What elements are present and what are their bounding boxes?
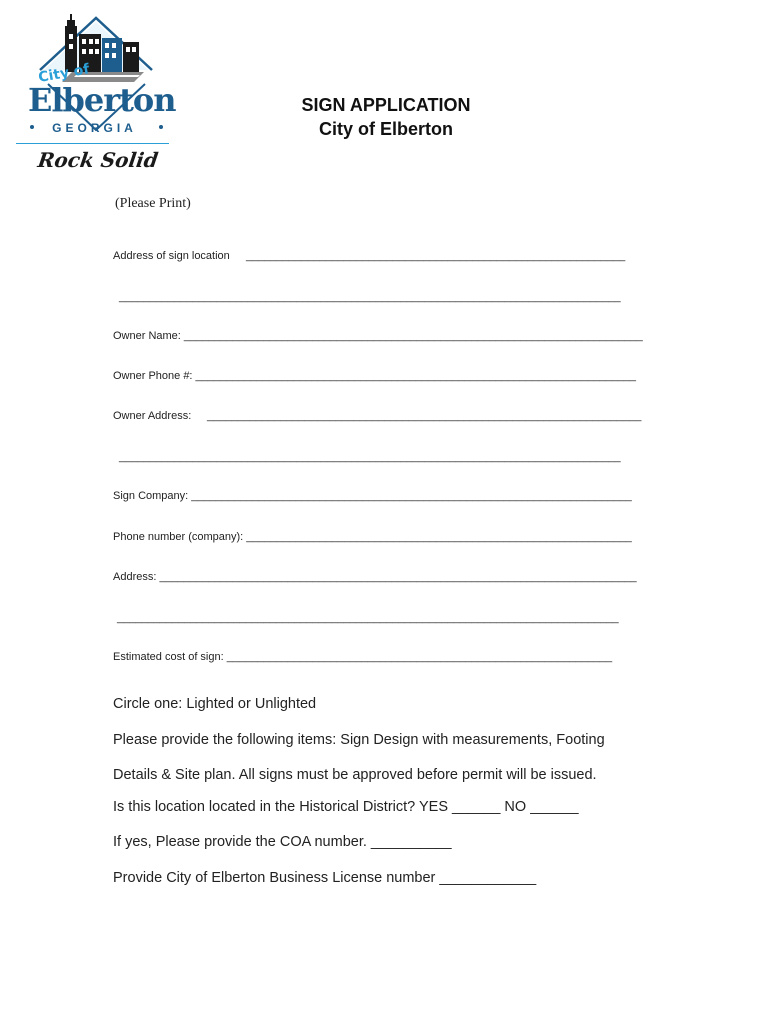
owner-address-field-line2[interactable]: __________________________________________________________________________________ [119, 451, 621, 463]
sign-company-field[interactable]: Sign Company: ________________________________________________________________________ [113, 490, 632, 502]
required-items-text-cont: Details & Site plan. All signs must be approved before permit will be issued. [113, 767, 597, 783]
please-print-note: (Please Print) [115, 196, 191, 211]
sign-location-field[interactable]: ______________________________________________________________ [246, 250, 626, 262]
logo-divider [16, 143, 169, 144]
owner-phone-field[interactable]: Owner Phone #: ________________________________________________________________________ [113, 370, 637, 382]
company-phone-field[interactable]: Phone number (company): _______________________________________________________________ [113, 531, 632, 543]
logo-city-name: Elberton [28, 81, 176, 119]
logo-state: GEORGIA [52, 121, 137, 135]
page-subtitle: City of Elberton [319, 119, 453, 139]
city-logo [10, 12, 185, 172]
estimated-cost-field[interactable]: Estimated cost of sign: _______________________________________________________________ [113, 651, 613, 663]
page-title: SIGN APPLICATION [301, 95, 471, 115]
business-license-field[interactable]: Provide City of Elberton Business License number ____________ [113, 870, 537, 886]
logo-tagline: Rock Solid [36, 148, 160, 172]
required-items-text: Please provide the following items: Sign Design with measurements, Footing [113, 732, 605, 748]
coa-number-field[interactable]: If yes, Please provide the COA number. __________ [113, 834, 452, 850]
lighted-choice[interactable]: Circle one: Lighted or Unlighted [113, 696, 317, 712]
historical-district-question[interactable]: Is this location located in the Historical District? YES ______ NO ______ [113, 799, 579, 815]
company-address-field[interactable]: Address: ______________________________________________________________________________ [113, 571, 637, 583]
sign-location-label: Address of sign location [113, 250, 230, 262]
company-address-field-line2[interactable]: __________________________________________________________________________________ [117, 612, 619, 624]
owner-name-field[interactable]: Owner Name: ___________________________________________________________________________ [113, 330, 643, 342]
logo-city-of-text: City of [37, 61, 91, 86]
owner-address-field[interactable]: _______________________________________________________________________ [207, 410, 642, 422]
owner-address-label: Owner Address: [113, 410, 192, 422]
sign-location-field-line2[interactable]: __________________________________________________________________________________ [119, 291, 621, 303]
